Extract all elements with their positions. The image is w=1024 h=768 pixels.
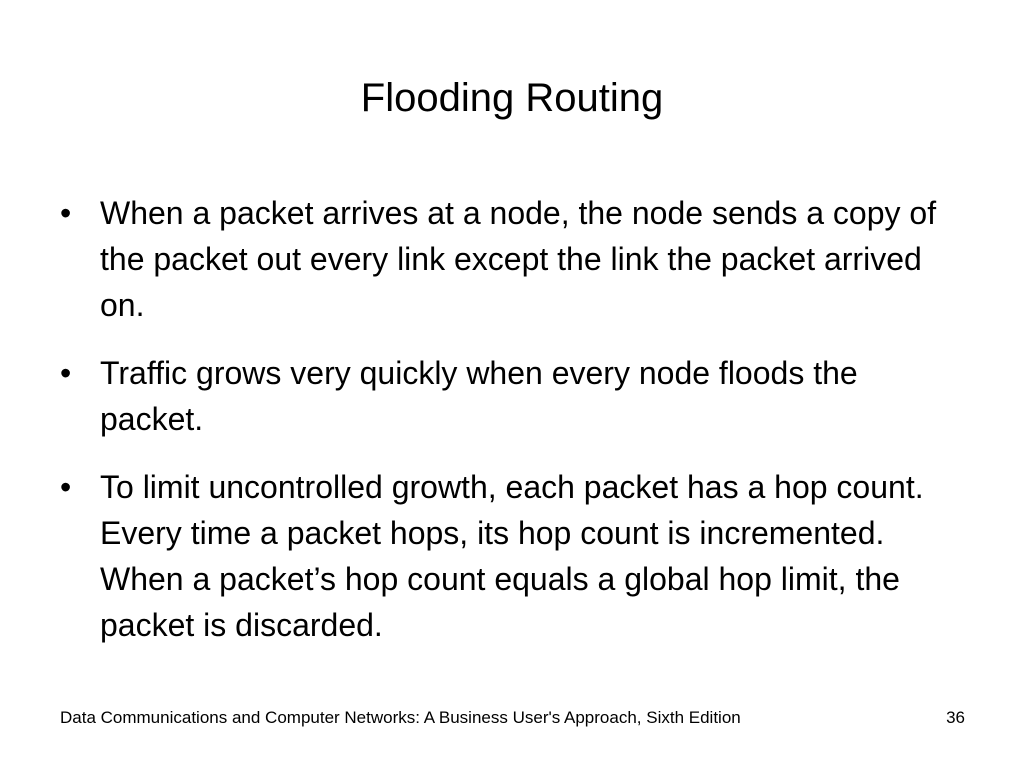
bullet-item (60, 190, 965, 328)
bullet-item (60, 464, 965, 648)
bullet-marker: • (60, 355, 72, 391)
bullet-marker: • (60, 195, 72, 231)
bullet-text: Traffic grows very quickly when every node floods the packet. (100, 355, 858, 437)
slide-page-number: 36 (946, 708, 965, 727)
bullet-marker: • (60, 469, 72, 505)
bullet-item (60, 350, 965, 442)
slide-title: Flooding Routing (360, 76, 664, 120)
bullet-text: To limit uncontrolled growth, each packet has a hop count. Every time a packet hops, its hop count is incremented. When a packet’s hop count equals a global hop limit, the packet is discarded. (100, 469, 924, 643)
bullet-text: When a packet arrives at a node, the node sends a copy of the packet out every link except the link the packet arrived on. (100, 195, 937, 323)
slide-footer (60, 706, 965, 730)
bullet-list (60, 190, 965, 648)
footer-source-text: Data Communications and Computer Networks: A Business User's Approach, Sixth Edition (60, 708, 741, 727)
